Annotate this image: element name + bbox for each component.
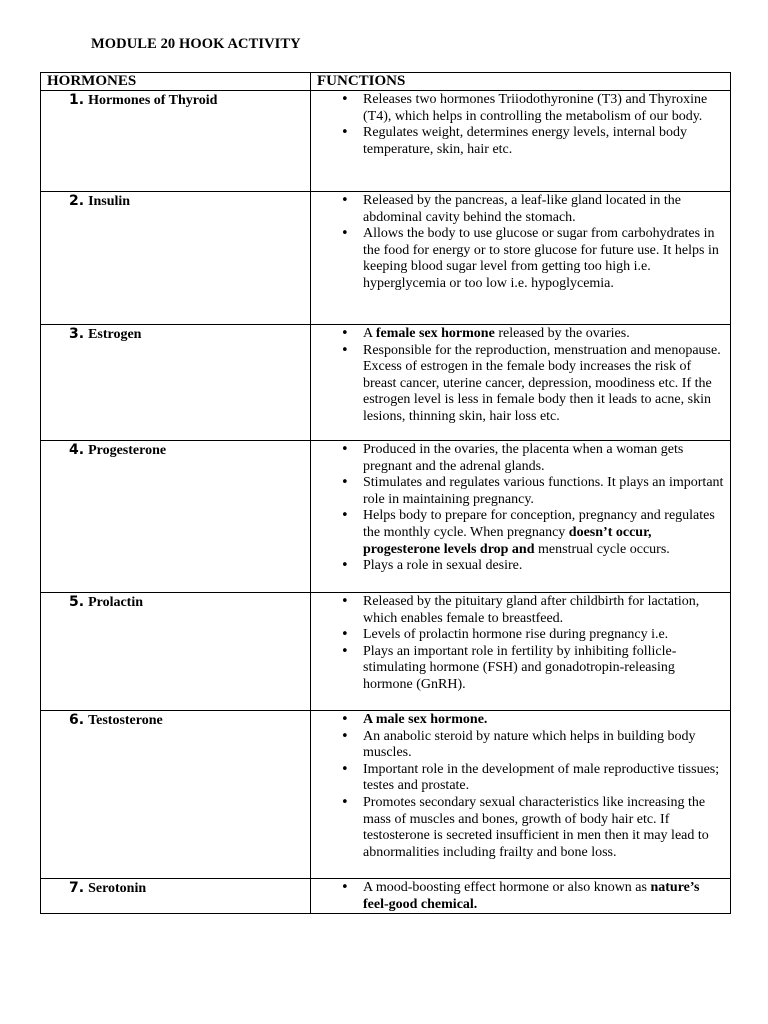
function-item: • Plays a role in sexual desire.: [363, 558, 724, 575]
hormone-name: Insulin: [88, 194, 131, 209]
function-list: [311, 325, 730, 426]
function-text: A: [363, 326, 376, 341]
function-list: [311, 192, 730, 293]
hormone-name-cell: [41, 441, 311, 593]
hormone-name-cell: [41, 192, 311, 325]
function-item: • An anabolic steroid by nature which helps in building body muscles.: [363, 729, 724, 762]
hormone-name-cell: [41, 91, 311, 192]
functions-cell: [311, 879, 731, 914]
functions-cell: [311, 325, 731, 441]
hormone-name-cell: [41, 325, 311, 441]
function-item: • Responsible for the reproduction, menstruation and menopause. Excess of estrogen in the female body increases the risk of breast cancer, uterine cancer, depression, moodiness etc. If the estrogen level is less in female body then it leads to acne, skin lesions, thinning skin, hair loss etc.: [363, 343, 724, 426]
function-list: [311, 593, 730, 694]
function-item: • Released by the pituitary gland after childbirth for lactation, which enables female to breastfeed.: [363, 594, 724, 627]
emphasis-text: nature’s feel-good chemical.: [363, 880, 700, 912]
function-item: • Produced in the ovaries, the placenta when a woman gets pregnant and the adrenal glands.: [363, 442, 724, 475]
function-item: [363, 508, 724, 558]
function-list: [311, 711, 730, 861]
function-item: • Releases two hormones Triiodothyronine (T3) and Thyroxine (T4), which helps in controlling the metabolism of our body.: [363, 92, 724, 125]
function-item: • Regulates weight, determines energy levels, internal body temperature, skin, hair etc.: [363, 125, 724, 158]
functions-cell: [311, 711, 731, 879]
function-text: Helps body to prepare for conception, pregnancy and regulates the monthly cycle. When pregnancy: [363, 508, 715, 540]
function-item: • Important role in the development of male reproductive tissues; testes and prostate.: [363, 762, 724, 795]
function-text: A mood-boosting effect hormone or also known as: [363, 880, 651, 895]
row-number: 7.: [69, 880, 85, 896]
functions-cell: [311, 91, 731, 192]
row-number: 2.: [69, 193, 85, 209]
function-text: menstrual cycle occurs.: [534, 541, 670, 557]
function-item: [363, 880, 724, 913]
row-number: 6.: [69, 712, 85, 728]
table-row: [41, 593, 731, 711]
header-hormones: HORMONES: [41, 73, 311, 91]
table-row: [41, 879, 731, 914]
function-item: • Levels of prolactin hormone rise during pregnancy i.e.: [363, 627, 724, 644]
function-list: [311, 441, 730, 575]
function-list: [311, 879, 730, 913]
function-item: • Promotes secondary sexual characteristics like increasing the mass of muscles and bones, growth of body hair etc. If testosterone is secreted insufficient in men then it may lead to abnormalities including frailty and bone loss.: [363, 795, 724, 861]
table-row: [41, 441, 731, 593]
page-title: MODULE 20 HOOK ACTIVITY: [91, 36, 301, 52]
function-item: • Plays an important role in fertility by inhibiting follicle-stimulating hormone (FSH) and gonadotropin-releasing hormone (GnRH).: [363, 644, 724, 694]
function-item: [363, 326, 724, 343]
function-text: released by the ovaries.: [494, 326, 630, 341]
table-row: [41, 325, 731, 441]
emphasis-text: A male sex hormone.: [363, 712, 488, 727]
functions-cell: [311, 441, 731, 593]
function-item: • Stimulates and regulates various functions. It plays an important role in maintaining pregnancy.: [363, 475, 724, 508]
header-functions: FUNCTIONS: [311, 73, 731, 91]
emphasis-text: doesn’t occur, progesterone levels drop and: [363, 524, 652, 557]
table-row: [41, 711, 731, 879]
functions-cell: [311, 192, 731, 325]
hormone-name-cell: [41, 593, 311, 711]
row-number: 3.: [69, 326, 85, 342]
hormone-name: Progesterone: [88, 443, 167, 458]
function-list: [311, 91, 730, 158]
row-number: 4.: [69, 442, 85, 458]
emphasis-text: female sex hormone: [375, 326, 495, 341]
hormone-name: Estrogen: [88, 327, 142, 342]
function-item: [363, 712, 724, 729]
function-item: • Allows the body to use glucose or sugar from carbohydrates in the food for energy or to store glucose for future use. It helps in keeping blood sugar level from getting too high i.e. hyperglycemia or too low i.e. hypoglycemia.: [363, 226, 724, 292]
row-number: 1.: [69, 92, 85, 108]
hormone-name: Hormones of Thyroid: [88, 93, 218, 108]
table-row: [41, 192, 731, 325]
hormone-name-cell: [41, 879, 311, 914]
hormone-name: Prolactin: [88, 595, 144, 610]
hormones-table: [40, 72, 731, 914]
hormone-name-cell: [41, 711, 311, 879]
table-row: [41, 91, 731, 192]
table-header-row: [41, 73, 731, 91]
function-item: • Released by the pancreas, a leaf-like gland located in the abdominal cavity behind the stomach.: [363, 193, 724, 226]
row-number: 5.: [69, 594, 85, 610]
hormone-name: Serotonin: [88, 881, 147, 896]
hormone-name: Testosterone: [88, 713, 163, 728]
functions-cell: [311, 593, 731, 711]
